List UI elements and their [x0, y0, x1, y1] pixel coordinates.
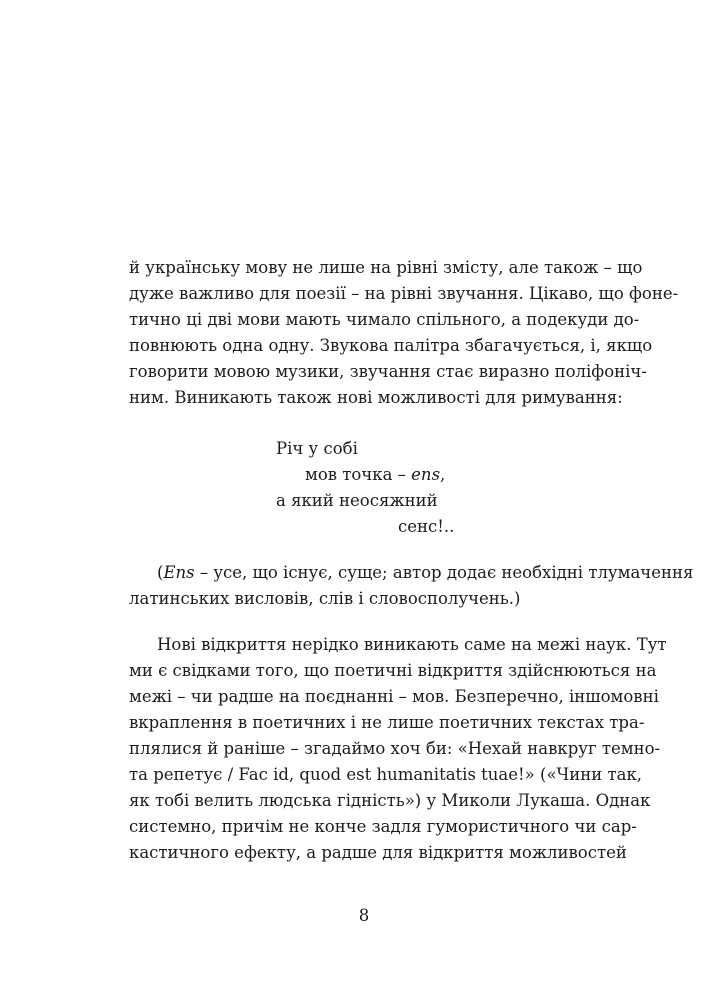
- poem-line-2-text: мов точка –: [305, 465, 412, 484]
- text-line: тично ці дві мови мають чимало спільного, а подекуди до-: [129, 310, 640, 329]
- main-paragraph: [129, 632, 667, 866]
- text-line: ми є свідками того, що поетичні відкриття здійснюються на: [129, 661, 657, 680]
- text-line: повнюють одна одну. Звукова палітра збагачується, і, якщо: [129, 336, 653, 355]
- text-line: дуже важливо для поезії – на рівні звучання. Цікаво, що фоне-: [129, 284, 679, 303]
- text-line: й українську мову не лише на рівні змісту, але також – що: [129, 258, 643, 277]
- text-line: як тобі велить людська гідність») у Миколи Лукаша. Однак: [129, 791, 651, 810]
- text-line: плялися й раніше – згадаймо хоч би: «Нехай навкруг темно-: [129, 739, 661, 758]
- text-line: [129, 560, 694, 586]
- intro-paragraph: [129, 255, 679, 411]
- text-line: кастичного ефекту, а радше для відкриття можливостей: [129, 843, 627, 862]
- text-line: ним. Виникають також нові можливості для римування:: [129, 388, 623, 407]
- poem-line-4: сенс!..: [398, 517, 455, 536]
- poem-quote: [0, 436, 728, 546]
- text-line: говорити мовою музики, звучання стає виразно поліфоніч-: [129, 362, 647, 381]
- poem-line-2-end: ,: [440, 465, 446, 484]
- poem-line-3: а який неосяжний: [276, 491, 438, 510]
- note-paragraph: [129, 560, 694, 612]
- note-line-1-rest: – усе, що існує, суще; автор додає необхідні тлумачення: [194, 563, 694, 582]
- text-line: Нові відкриття нерідко виникають саме на межі наук. Тут: [157, 635, 667, 654]
- poem-line-2: [305, 462, 445, 488]
- text-line: межі – чи радше на поєднанні – мов. Безперечно, іншомовні: [129, 687, 659, 706]
- page-number: 8: [358, 906, 370, 925]
- note-italic-word: Ens: [163, 563, 195, 582]
- text-line: та репетує / Fac id, quod est humanitatis tuae!» («Чини так,: [129, 765, 643, 784]
- poem-line-1: Річ у собі: [276, 439, 358, 458]
- text-line: латинських висловів, слів і словосполучень.): [129, 589, 521, 608]
- text-line: системно, причім не конче задля гумористичного чи сар-: [129, 817, 637, 836]
- poem-line-2-italic: ens: [411, 465, 441, 484]
- text-line: вкраплення в поетичних і не лише поетичних текстах тра-: [129, 713, 645, 732]
- note-open-paren: (: [157, 563, 164, 582]
